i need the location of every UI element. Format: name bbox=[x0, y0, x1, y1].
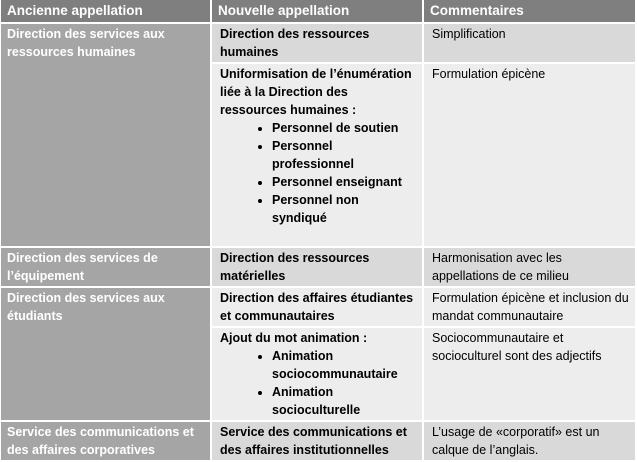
list-item: • Animation sociocommunautaire bbox=[272, 347, 416, 383]
list-item: • Personnel non syndiqué bbox=[272, 191, 416, 227]
bullet-list bbox=[220, 347, 416, 419]
list-item: • Personnel de soutien bbox=[272, 119, 416, 137]
table-row bbox=[1, 421, 636, 461]
comment-cell: Simplification bbox=[423, 23, 636, 63]
new-name-cell bbox=[211, 327, 423, 421]
comment-cell: Formulation épicène bbox=[423, 63, 636, 247]
header-nouvelle: Nouvelle appellation bbox=[211, 0, 423, 23]
naming-table bbox=[1, 0, 637, 462]
new-name-cell bbox=[211, 63, 423, 247]
header-commentaires: Commentaires bbox=[423, 0, 636, 23]
old-name-cell: Service des communications et des affaires corporatives bbox=[1, 421, 211, 461]
table-row bbox=[1, 247, 636, 287]
list-item: • Personnel professionnel bbox=[272, 137, 416, 173]
new-name-text: Ajout du mot animation : bbox=[220, 331, 368, 345]
comment-cell: Formulation épicène et inclusion du mandat communautaire bbox=[423, 287, 636, 327]
new-name-cell: Direction des ressources matérielles bbox=[211, 247, 423, 287]
old-name-cell: Direction des services aux ressources humaines bbox=[1, 23, 211, 247]
old-name-cell: Direction des services de l’équipement bbox=[1, 247, 211, 287]
table-row bbox=[1, 287, 636, 327]
old-name-cell: Direction des services aux étudiants bbox=[1, 287, 211, 421]
header-row bbox=[1, 0, 636, 23]
list-item: • Personnel enseignant bbox=[272, 173, 416, 191]
header-ancienne: Ancienne appellation bbox=[1, 0, 211, 23]
table-row bbox=[1, 23, 636, 63]
comment-cell: Sociocommunautaire et socioculturel sont des adjectifs bbox=[423, 327, 636, 421]
new-name-cell: Direction des affaires étudiantes et communautaires bbox=[211, 287, 423, 327]
comment-cell: L’usage de «corporatif» est un calque de l’anglais. bbox=[423, 421, 636, 461]
new-name-cell: Service des communications et des affaires institutionnelles bbox=[211, 421, 423, 461]
new-name-cell: Direction des ressources humaines bbox=[211, 23, 423, 63]
list-item: • Animation socioculturelle bbox=[272, 383, 416, 419]
comment-cell: Harmonisation avec les appellations de ce milieu bbox=[423, 247, 636, 287]
bullet-list bbox=[220, 119, 416, 227]
new-name-text: Uniformisation de l’énumération liée à la Direction des ressources humaines : bbox=[220, 67, 412, 117]
